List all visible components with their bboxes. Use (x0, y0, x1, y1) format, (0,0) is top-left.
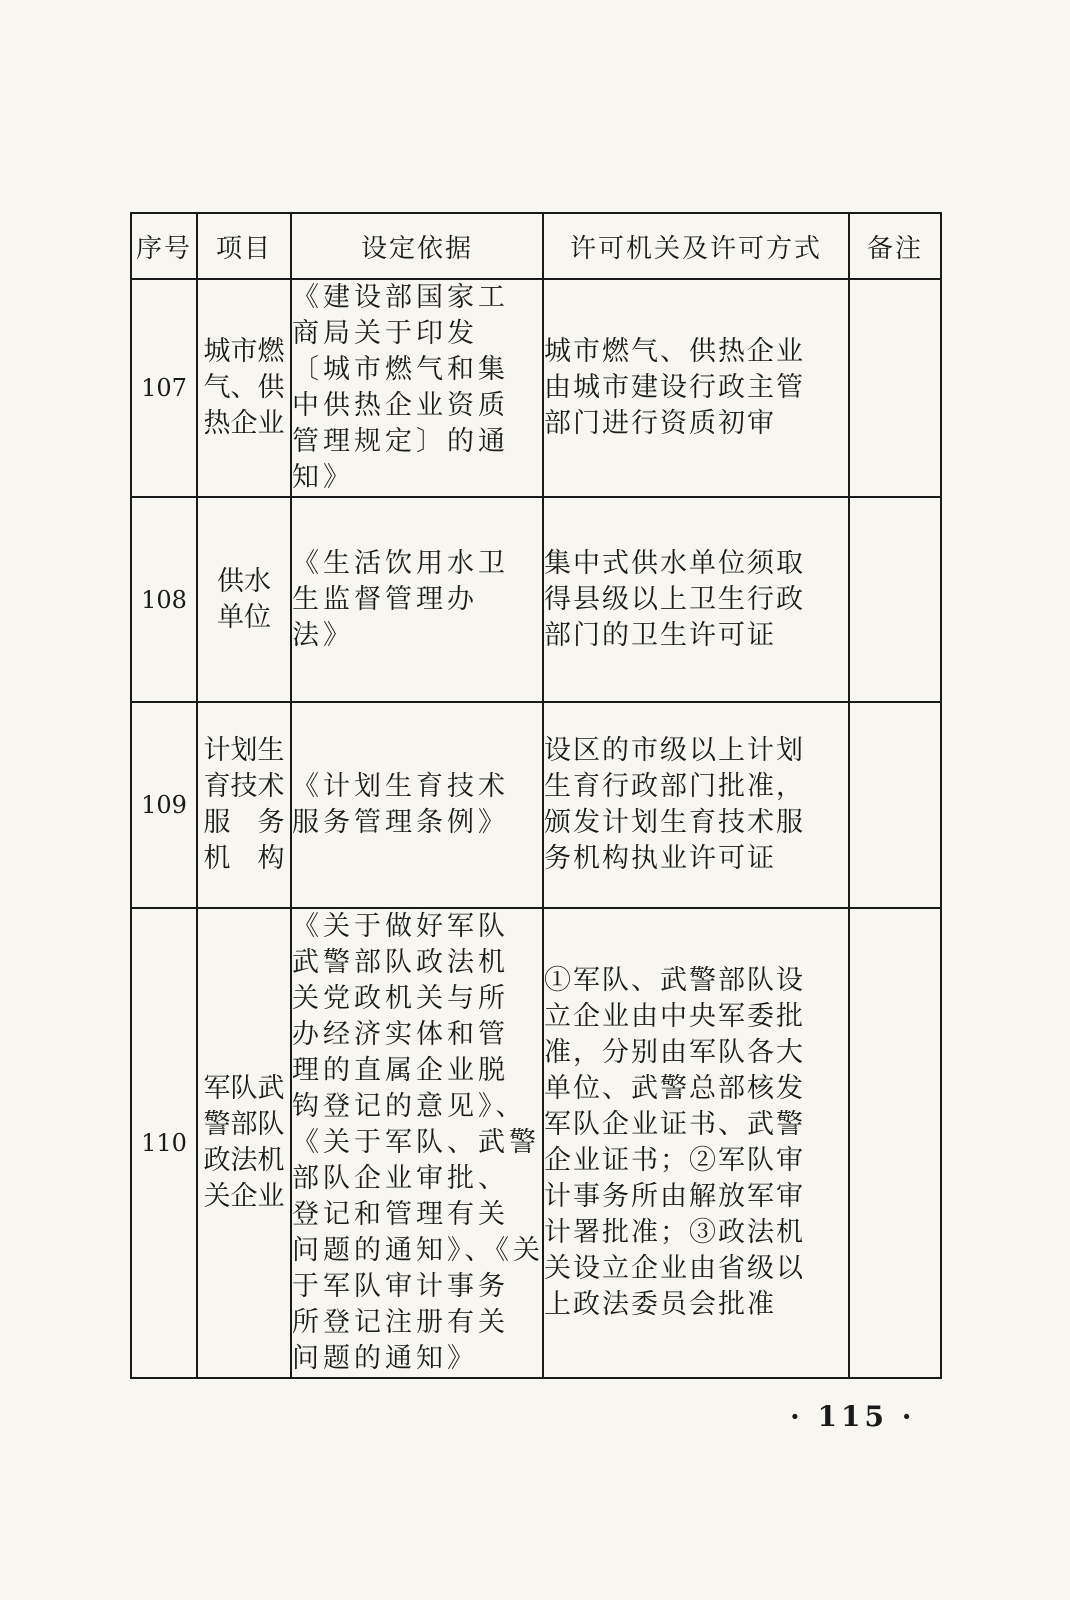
cell-authority-line: 城市燃气、供热企业 (544, 336, 805, 367)
header-item: 项目 (197, 213, 291, 279)
cell-basis (291, 497, 543, 702)
cell-authority-line: 计署批准；③政法机 (544, 1217, 805, 1248)
cell-authority-line: 集中式供水单位须取 (544, 547, 805, 579)
cell-basis-line: 登记和管理有关 (292, 1199, 509, 1230)
cell-basis-line: 法》 (292, 619, 354, 651)
cell-basis-line: 知》 (292, 462, 354, 493)
cell-authority-line: 上政法委员会批准 (544, 1289, 776, 1320)
header-num: 序号 (131, 213, 197, 279)
table-row (131, 497, 941, 702)
table-row (131, 279, 941, 497)
table-row (131, 908, 941, 1378)
header-notes: 备注 (849, 213, 941, 279)
cell-basis-line: 办经济实体和管 (292, 1019, 509, 1050)
cell-item-line: 政法机 (203, 1145, 285, 1176)
cell-basis-line: 理的直属企业脱 (292, 1055, 509, 1086)
cell-basis (291, 279, 543, 497)
cell-item-line: 单位 (217, 601, 271, 633)
cell-authority-line: 军队企业证书、武警 (544, 1109, 805, 1140)
cell-basis-line: 生监督管理办 (292, 583, 478, 615)
cell-authority-line: 设区的市级以上计划 (544, 735, 805, 766)
cell-basis-line: 问题的通知》、《关 (292, 1235, 544, 1266)
cell-authority-line: 单位、武警总部核发 (544, 1073, 805, 1104)
cell-item (197, 497, 291, 702)
cell-item-line: 服 务 (203, 807, 285, 838)
cell-notes (849, 702, 941, 908)
cell-basis-line: 《建设部国家工 (292, 282, 509, 313)
cell-authority-line: 得县级以上卫生行政 (544, 583, 805, 615)
cell-num: 108 (131, 497, 197, 702)
cell-num: 109 (131, 702, 197, 908)
page-number: · 115 · (790, 1400, 916, 1433)
cell-basis-line: 所登记注册有关 (292, 1307, 509, 1338)
cell-basis-line: 问题的通知》 (292, 1343, 478, 1374)
cell-item-line: 供水 (217, 565, 271, 597)
cell-authority-line: 部门进行资质初审 (544, 408, 776, 439)
cell-authority-line: 立企业由中央军委批 (544, 1001, 805, 1032)
cell-item-line: 计划生 (203, 735, 285, 766)
permit-table (130, 212, 942, 1379)
cell-basis-line: 《计划生育技术 (292, 771, 509, 802)
cell-item-line: 气、供 (203, 372, 285, 403)
cell-authority-line: 由城市建设行政主管 (544, 372, 805, 403)
cell-item-line: 关企业 (203, 1181, 285, 1212)
cell-item (197, 279, 291, 497)
cell-authority-line: 务机构执业许可证 (544, 843, 776, 874)
cell-basis-line: 于军队审计事务 (292, 1271, 509, 1302)
cell-basis-line: 〔城市燃气和集 (292, 354, 509, 385)
cell-authority-line: 计事务所由解放军审 (544, 1181, 805, 1212)
table-header-row (131, 213, 941, 279)
cell-authority-line: ①军队、武警部队设 (544, 965, 805, 996)
cell-authority (543, 497, 849, 702)
cell-item-line: 警部队 (203, 1109, 285, 1140)
cell-authority-line: 生育行政部门批准， (544, 771, 805, 802)
cell-basis-line: 武警部队政法机 (292, 947, 509, 978)
cell-basis-line: 《关于做好军队 (292, 911, 509, 942)
cell-basis-line: 《生活饮用水卫 (292, 547, 509, 579)
cell-authority-line: 部门的卫生许可证 (544, 619, 776, 651)
cell-item (197, 702, 291, 908)
cell-item-line: 育技术 (203, 771, 285, 802)
cell-basis-line: 中供热企业资质 (292, 390, 509, 421)
cell-basis-line: 钩登记的意见》、 (292, 1091, 527, 1122)
cell-notes (849, 497, 941, 702)
cell-num: 110 (131, 908, 197, 1378)
cell-basis-line: 部队企业审批、 (292, 1163, 509, 1194)
cell-item-line: 军队武 (203, 1073, 285, 1104)
cell-item-line: 热企业 (203, 408, 285, 439)
cell-basis-line: 服务管理条例》 (292, 807, 509, 838)
cell-basis-line: 关党政机关与所 (292, 983, 509, 1014)
cell-authority-line: 关设立企业由省级以 (544, 1253, 805, 1284)
table-row (131, 702, 941, 908)
cell-notes (849, 279, 941, 497)
cell-num: 107 (131, 279, 197, 497)
cell-authority-line: 企业证书；②军队审 (544, 1145, 805, 1176)
cell-authority (543, 279, 849, 497)
cell-item-line: 城市燃 (203, 336, 285, 367)
cell-basis (291, 702, 543, 908)
cell-basis-line: 商局关于印发 (292, 318, 478, 349)
cell-item-line: 机 构 (203, 843, 285, 874)
cell-basis (291, 908, 543, 1378)
cell-authority-line: 准，分别由军队各大 (544, 1037, 805, 1068)
cell-basis-line: 《关于军队、武警 (292, 1127, 540, 1158)
header-basis: 设定依据 (291, 213, 543, 279)
cell-basis-line: 管理规定〕的通 (292, 426, 509, 457)
cell-authority (543, 908, 849, 1378)
cell-notes (849, 908, 941, 1378)
cell-item (197, 908, 291, 1378)
cell-authority (543, 702, 849, 908)
header-authority: 许可机关及许可方式 (543, 213, 849, 279)
cell-authority-line: 颁发计划生育技术服 (544, 807, 805, 838)
